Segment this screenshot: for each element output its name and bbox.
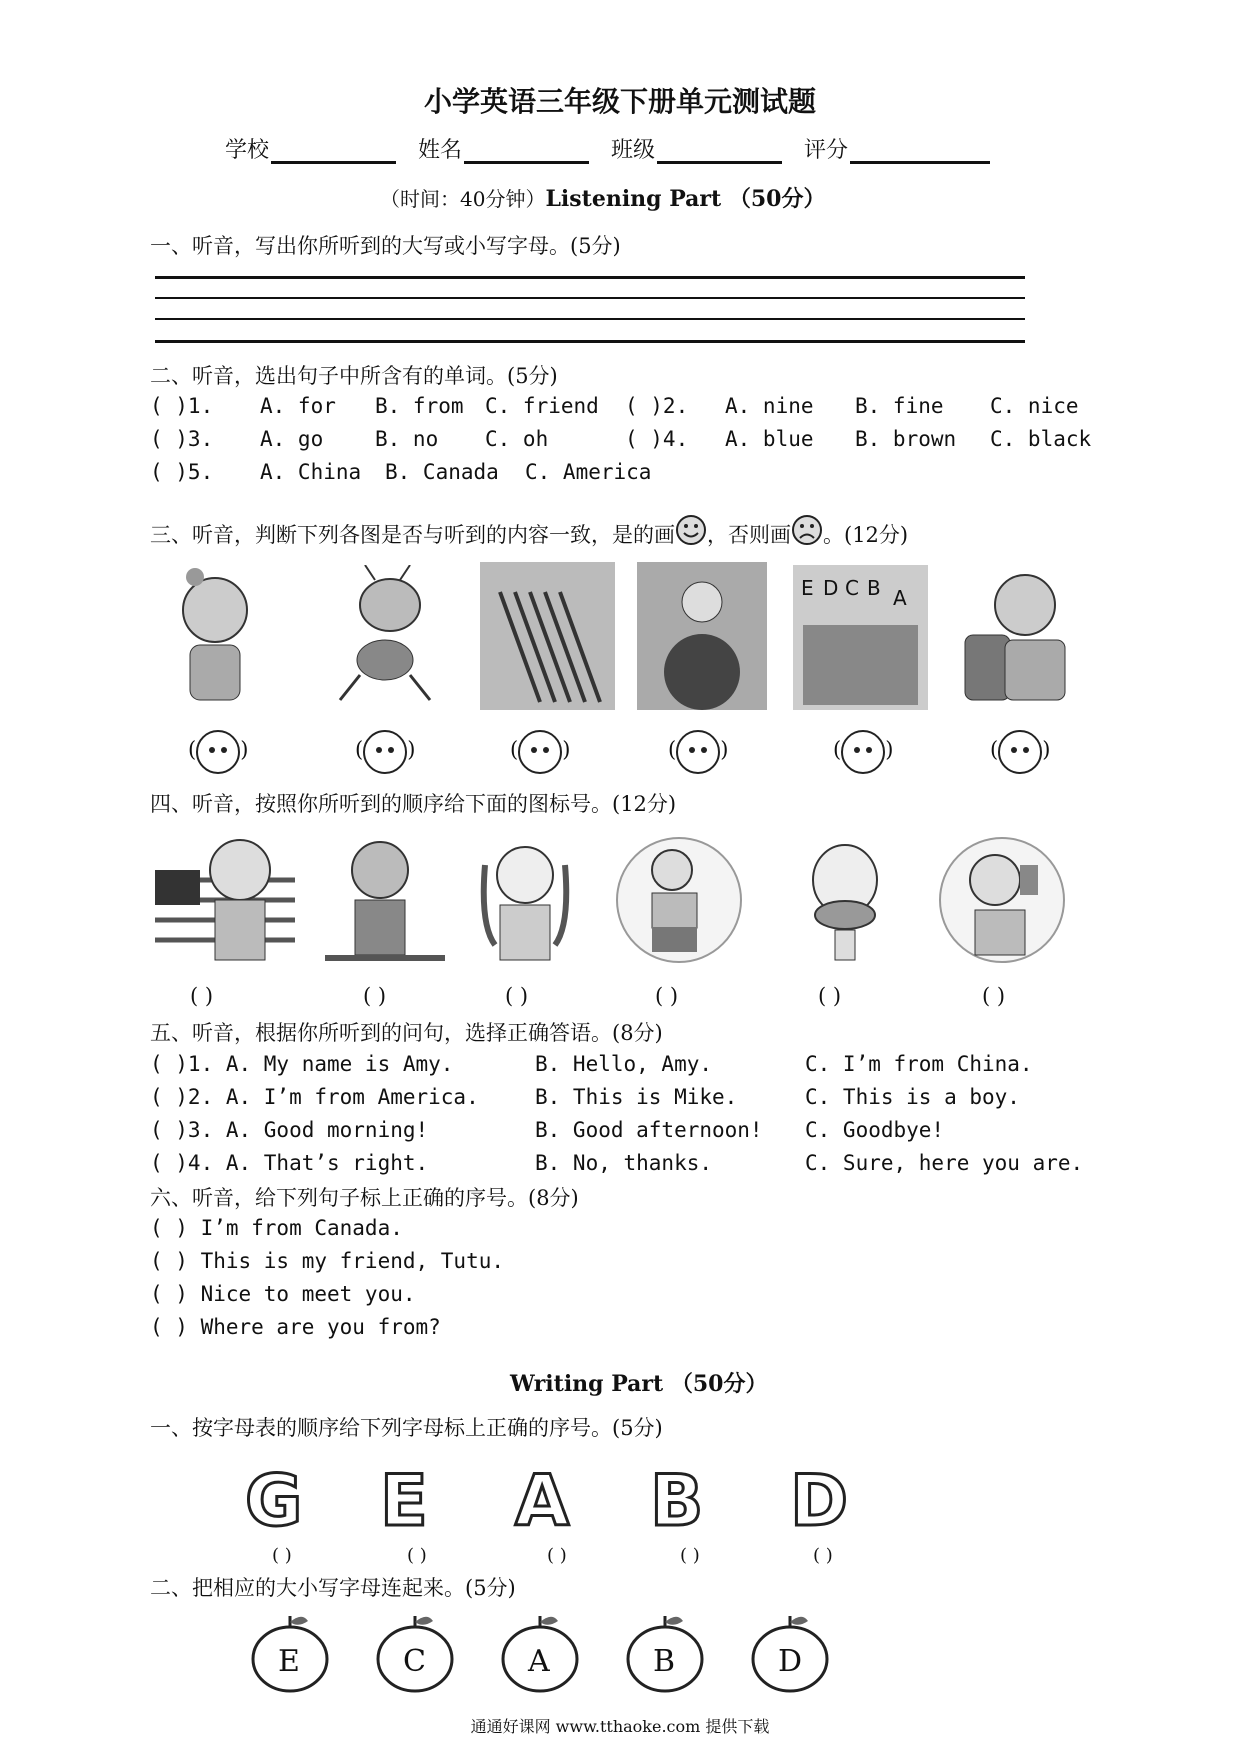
apple-letter-a[interactable] [503,1616,577,1691]
question-row [150,427,1090,451]
boy-walking-icon [612,835,747,965]
option: A. blue [725,427,814,451]
option: ( )3. A. Good morning! [150,1118,429,1142]
apple-letter-text: D [778,1644,803,1679]
writing-line[interactable] [155,318,1025,320]
writing-section-1-heading: 一、按字母表的顺序给下列字母标上正确的序号。(5分) [150,1416,663,1440]
cartoon-letter-d: D [790,1460,849,1540]
pencils-icon [480,562,615,710]
option: B. from [375,394,464,418]
name-field[interactable] [418,133,589,164]
page-title: 小学英语三年级下册单元测试题 [423,85,816,118]
answer-paren[interactable]: ( )5. [150,460,214,484]
order-paren[interactable]: ( ) [407,1545,427,1566]
apple-letter-d[interactable] [753,1616,827,1691]
answer-face[interactable]: ( ) [510,730,570,774]
sentence-row: ( ) Where are you from? [150,1315,441,1339]
ant-icon [320,565,450,710]
girl-drinking-icon [935,835,1070,965]
order-paren[interactable]: ( ) [272,1545,292,1566]
apple-letter-e[interactable] [253,1616,327,1691]
option: B. This is Mike. [535,1085,738,1109]
writing-section-2-heading: 二、把相应的大小写字母连起来。(5分) [150,1576,516,1600]
answer-face[interactable]: ( ) [833,730,893,774]
order-paren[interactable]: ( ) [363,984,387,1008]
cartoon-letter-b: B [650,1460,704,1540]
question-row [150,1085,1020,1109]
question-row [150,1052,1033,1076]
student-info-row [225,133,1002,164]
question-row [150,1118,944,1142]
svg-text:A: A [893,586,907,610]
option: B. Hello, Amy. [535,1052,713,1076]
question-row [150,394,1090,418]
listening-section-1-heading: 一、听音，写出你所听到的大写或小写字母。(5分) [150,234,621,258]
option: B. Canada [385,460,499,484]
order-paren[interactable]: ( ) [190,984,214,1008]
option: B. No, thanks. [535,1151,713,1175]
option: C. nice [990,394,1079,418]
option: B. fine [855,394,944,418]
cartoon-letters-row [245,1460,895,1540]
sentence-row: ( ) This is my friend, Tutu. [150,1249,505,1273]
option: B. no [375,427,439,451]
order-paren[interactable]: ( ) [680,1545,700,1566]
sad-face-icon [791,514,823,546]
school-label: 学校 [225,138,270,163]
option: C. friend [485,394,599,418]
order-paren[interactable]: ( ) [655,984,679,1008]
heading-text: ，否则画 [707,523,791,547]
order-paren[interactable]: ( ) [813,1545,833,1566]
heading-text: 。(12分) [823,523,909,547]
writing-line[interactable] [155,340,1025,343]
girl-eating-icon [465,835,585,965]
svg-text:C: C [845,576,859,600]
apple-letter-text: E [278,1644,300,1679]
footer-credit: 通通好课网 www.tthaoke.com 提供下载 [470,1717,770,1736]
listening-section-4-heading: 四、听音，按照你所听到的顺序给下面的图标号。(12分) [150,792,677,816]
option: C. black [990,427,1092,451]
answer-face[interactable]: ( ) [990,730,1050,774]
answer-face[interactable]: ( ) [355,730,415,774]
option: A. nine [725,394,814,418]
apple-letter-text: B [653,1644,676,1679]
option: B. brown [855,427,957,451]
question-row [150,460,665,484]
option: A. China [260,460,362,484]
option: C. oh [485,427,549,451]
apple-letter-b[interactable] [628,1616,702,1691]
heading-text: 三、听音，判断下列各图是否与听到的内容一致，是的画 [150,523,675,547]
svg-text:D: D [823,576,839,600]
option: ( )4. A. That’s right. [150,1151,429,1175]
option: B. Good afternoon! [535,1118,763,1142]
option: C. I’m from China. [805,1052,1033,1076]
answer-paren[interactable]: ( )1. [150,394,214,418]
order-paren[interactable]: ( ) [505,984,529,1008]
letters-crowd-icon [793,565,928,710]
girl-waving-icon [325,830,445,965]
answer-paren[interactable]: ( )4. [625,427,689,451]
class-label: 班级 [611,138,656,163]
listening-section-2-heading: 二、听音，选出句子中所含有的单词。(5分) [150,364,558,388]
girl-flag-icon [155,830,295,965]
apple-letters-row [250,1612,850,1694]
option: ( )1. A. My name is Amy. [150,1052,454,1076]
writing-line[interactable] [155,297,1025,299]
writing-heading: Writing Part （50分） [510,1371,768,1397]
listening-section-3-heading [150,514,908,549]
listening-section-5-heading: 五、听音，根据你所听到的问句，选择正确答语。(8分) [150,1021,663,1045]
option: A. go [260,427,324,451]
listening-section-6-heading: 六、听音，给下列句子标上正确的序号。(8分) [150,1186,579,1210]
answer-face[interactable]: ( ) [668,730,728,774]
girl-icon [155,565,285,710]
sentence-row: ( ) Nice to meet you. [150,1282,416,1306]
duck-icon [790,840,900,965]
cartoon-letter-a: A [515,1460,570,1540]
class-field[interactable] [611,133,782,164]
option: A. for [260,394,336,418]
option: C. Sure, here you are. [805,1151,1084,1175]
order-paren[interactable]: ( ) [547,1545,567,1566]
apple-letter-c[interactable] [378,1616,452,1691]
score-field[interactable] [804,133,990,164]
sentence-row: ( ) I’m from Canada. [150,1216,403,1240]
option: ( )2. A. I’m from America. [150,1085,479,1109]
question-row [150,1151,1083,1175]
cartoon-letter-g: G [245,1460,303,1540]
name-label: 姓名 [418,138,463,163]
svg-text:B: B [867,576,881,600]
smiley-face-icon [675,514,707,546]
apple-letter-text: A [528,1644,550,1679]
writing-line[interactable] [155,276,1025,279]
option: C. America [525,460,652,484]
order-paren[interactable]: ( ) [982,984,1006,1008]
time-label: （时间：40分钟） [380,187,546,211]
score-label: 评分 [804,138,849,163]
answer-face[interactable]: ( ) [188,730,248,774]
listening-title: Listening Part （50分） [545,186,826,212]
answer-paren[interactable]: ( )2. [625,394,689,418]
option: C. This is a boy. [805,1085,1020,1109]
answer-paren[interactable]: ( )3. [150,427,214,451]
school-field[interactable] [225,133,396,164]
classroom-icon [637,562,767,710]
boy-backpack-icon [955,565,1085,710]
apple-letter-text: C [403,1644,426,1679]
order-paren[interactable]: ( ) [818,984,842,1008]
listening-heading [380,182,825,213]
svg-text:E: E [801,576,814,600]
option: C. Goodbye! [805,1118,945,1142]
cartoon-letter-e: E [380,1460,428,1540]
